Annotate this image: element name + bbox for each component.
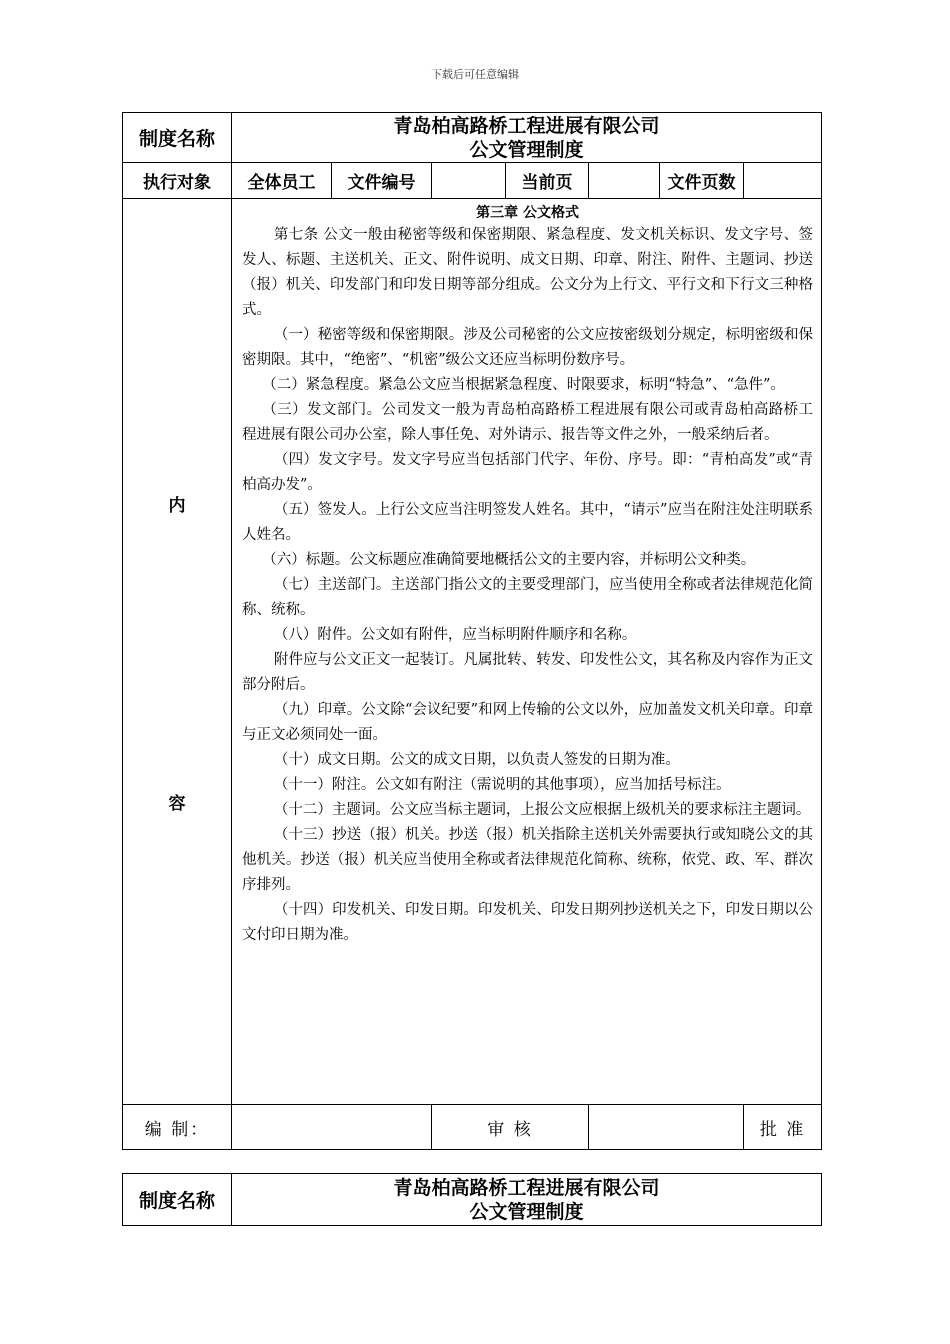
regulation-title-cell	[232, 113, 822, 163]
company-name: 青岛柏高路桥工程进展有限公司	[393, 1176, 660, 1199]
regulation-name-label: 制度名称	[123, 1174, 232, 1226]
paragraph: 第七条 公文一般由秘密等级和保密期限、紧急程度、发文机关标识、发文字号、签发人、标题、主送机关、正文、附件说明、成文日期、印章、附注、附件、主题词、抄送（报）机关、印发部门和印发日期等部分组成。公文分为上行文、平行文和下行文三种格式。	[242, 227, 814, 318]
paragraph: （十一）附注。公文如有附注（需说明的其他事项），应当加括号标注。	[273, 777, 731, 793]
paragraph: （六）标题。公文标题应准确简要地概括公文的主要内容，并标明公文种类。	[262, 552, 756, 568]
side-char-rong: 容	[168, 794, 186, 814]
compile-value	[232, 1105, 432, 1150]
document-title: 公文管理制度	[469, 1200, 584, 1223]
paragraph: （三）发文部门。公司发文一般为青岛柏高路桥工程进展有限公司或青岛柏高路桥工程进展有限公司办公室，除人事任免、对外请示、报告等文件之外，一般采纳后者。	[242, 402, 814, 443]
doc-number-value	[432, 163, 506, 199]
approve-label: 批 准	[744, 1105, 822, 1150]
chapter-heading: 第三章 公文格式	[476, 205, 579, 221]
regulation-form-table	[122, 112, 822, 1150]
company-name: 青岛柏高路桥工程进展有限公司	[393, 114, 660, 137]
content-side-label	[123, 199, 232, 1105]
paragraph: （二）紧急程度。紧急公文应当根据紧急程度、时限要求，标明“特急”、“急件”。	[262, 377, 785, 393]
regulation-title-cell	[232, 1174, 822, 1226]
paragraph: （一）秘密等级和保密期限。涉及公司秘密的公文应按密级划分规定，标明密级和保密期限。其中，“绝密”、“机密”级公文还应当标明份数序号。	[242, 327, 814, 368]
paragraph: （五）签发人。上行公文应当注明签发人姓名。其中，“请示”应当在附注处注明联系人姓名。	[242, 502, 814, 543]
review-label: 审 核	[432, 1105, 589, 1150]
paragraph: （八）附件。公文如有附件，应当标明附件顺序和名称。	[273, 627, 637, 643]
document-title: 公文管理制度	[469, 138, 584, 161]
paragraph: （九）印章。公文除“会议纪要”和网上传输的公文以外，应加盖发文机关印章。印章与正文必须同处一面。	[242, 702, 814, 743]
current-page-value	[589, 163, 660, 199]
paragraph: （十四）印发机关、印发日期。印发机关、印发日期列抄送机关之下，印发日期以公文付印日期为准。	[242, 902, 814, 943]
review-value	[589, 1105, 744, 1150]
paragraph: （七）主送部门。主送部门指公文的主要受理部门，应当使用全称或者法律规范化简称、统称。	[242, 577, 814, 618]
target-value: 全体员工	[232, 163, 332, 199]
paragraph: 附件应与公文正文一起装订。凡属批转、转发、印发性公文，其名称及内容作为正文部分附后。	[242, 652, 814, 693]
total-pages-label: 文件页数	[660, 163, 744, 199]
regulation-name-label: 制度名称	[123, 113, 232, 163]
compile-label: 编 制：	[123, 1105, 232, 1150]
paragraph: （十二）主题词。公文应当标主题词，上报公文应根据上级机关的要求标注主题词。	[273, 802, 811, 818]
content-body	[232, 199, 822, 1105]
regulation-form-table-2	[122, 1173, 822, 1226]
current-page-label: 当前页	[506, 163, 589, 199]
paragraph: （十三）抄送（报）机关。抄送（报）机关指除主送机关外需要执行或知晓公文的其他机关。抄送（报）机关应当使用全称或者法律规范化简称、统称，依党、政、军、群次序排列。	[242, 827, 814, 893]
top-note: 下载后可任意编辑	[431, 68, 519, 81]
doc-number-label: 文件编号	[332, 163, 432, 199]
side-char-nei: 内	[168, 496, 186, 516]
total-pages-value	[744, 163, 822, 199]
paragraph: （四）发文字号。发文字号应当包括部门代字、年份、序号。即：“青柏高发”或“青柏高办发”。	[242, 452, 814, 493]
target-label: 执行对象	[123, 163, 232, 199]
paragraph: （十）成文日期。公文的成文日期，以负责人签发的日期为准。	[273, 752, 680, 768]
